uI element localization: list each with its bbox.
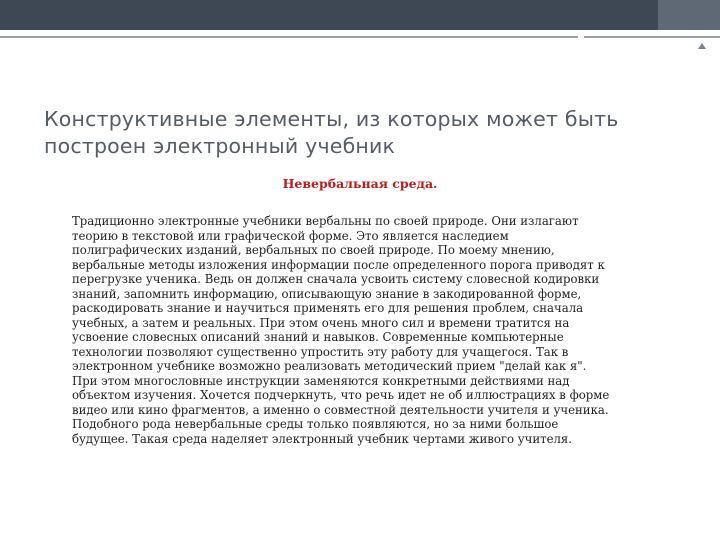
body-line: полиграфических изданий, вербальных по своей природе. По моему мнению, [72, 243, 555, 257]
body-line: При этом многословные инструкции заменяются конкретными действиями над [72, 373, 570, 388]
body-line: видео или кино фрагментов, а именно о совместной деятельности учителя и ученика. [72, 402, 609, 417]
body-line: раскодировать знание и научиться применять его для решения проблем, сначала [72, 301, 584, 315]
body-line: будущее. Такая среда наделяет электронный учебник чертами живого учителя. [72, 431, 573, 446]
header-rule-right [584, 36, 720, 38]
body-line: объектом изучения. Хочется подчеркнуть, что речь идет не об иллюстрациях в форме [72, 388, 610, 402]
top-bar-accent-segment [658, 0, 720, 30]
slide-title-line: построен электронный учебник [44, 134, 396, 158]
body-line: технологии позволяют существенно упростить эту работу для учащегося. Так в [72, 344, 569, 359]
body-line: усвоение словесных описаний знаний и навыков. Современные компьютерные [72, 330, 564, 344]
body-line: теорию в текстовой или графической форме. Это является наследием [72, 228, 509, 243]
body-line: электронном учебнике возможно реализовать методический прием "делай как я". [72, 359, 587, 373]
body-line: перегрузке ученика. Ведь он должен сначала усвоить систему словесной кодировки [72, 272, 600, 286]
slide-title-line: Конструктивные элементы, из которых может быть [44, 107, 619, 131]
body-line: Подобного рода невербальные среды только появляются, но за ними большое [72, 417, 559, 431]
body-paragraph [72, 214, 684, 446]
top-decorative-bar [0, 0, 720, 30]
slide-title [44, 106, 684, 160]
body-line: учебных, а затем и реальных. При этом очень много сил и времени тратится на [72, 315, 570, 330]
body-line: вербальные методы изложения информации после определенного порога приводят к [72, 257, 605, 272]
section-subheading: Невербальная среда. [282, 176, 438, 191]
body-line: знаний, запомнить информацию, описывающую знание в закодированной форме, [72, 286, 582, 301]
body-line: Традиционно электронные учебники вербальны по своей природе. Они излагают [72, 214, 579, 228]
triangle-marker-icon [698, 43, 706, 49]
header-rule-left [0, 36, 578, 38]
top-bar-dark-segment [0, 0, 658, 30]
